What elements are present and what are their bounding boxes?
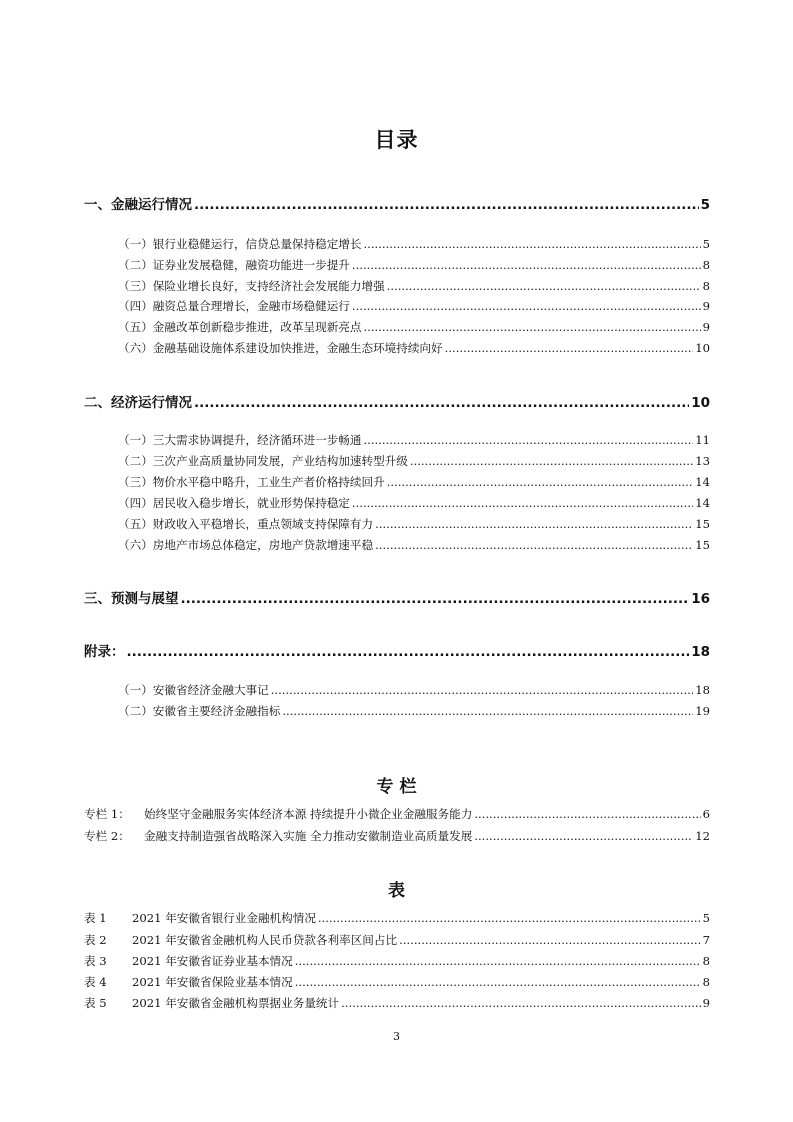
toc-page-number: 18 xyxy=(691,644,710,660)
column-entry[interactable] xyxy=(84,828,710,844)
toc-page-number: 12 xyxy=(695,829,710,843)
dot-leader xyxy=(387,279,701,293)
toc-page-number: 11 xyxy=(695,433,710,447)
toc-page-number: 10 xyxy=(695,341,710,355)
toc-page-number: 8 xyxy=(702,258,710,272)
toc-entry[interactable] xyxy=(118,495,710,511)
columns-title: 专 栏 xyxy=(376,777,417,797)
toc-page-number: 5 xyxy=(702,237,710,251)
toc-page-number: 8 xyxy=(702,279,710,293)
dot-leader xyxy=(295,954,701,968)
toc-page-number: 14 xyxy=(695,475,710,489)
table-label: 2021 年安徽省证券业基本情况 xyxy=(132,954,293,968)
toc-entry-label: （六）金融基础设施体系建设加快推进，金融生态环境持续向好 xyxy=(118,341,443,355)
toc-entry[interactable] xyxy=(118,682,710,698)
toc-chapter-label: 附录： xyxy=(84,644,125,660)
tables-title: 表 xyxy=(388,881,405,901)
toc-entry-label: （二）三次产业高质量协同发展，产业结构加速转型升级 xyxy=(118,454,408,468)
toc-page-number: 8 xyxy=(702,954,710,968)
toc-entry[interactable] xyxy=(118,516,710,532)
table-prefix: 表 2 xyxy=(84,933,107,947)
toc-entry-label: （三）保险业增长良好，支持经济社会发展能力增强 xyxy=(118,279,385,293)
toc-page-number: 10 xyxy=(691,395,710,411)
toc-chapter-3[interactable] xyxy=(84,587,710,607)
dot-leader xyxy=(295,975,701,989)
toc-page-number: 8 xyxy=(702,975,710,989)
column-entry[interactable] xyxy=(84,806,710,822)
table-label: 2021 年安徽省金融机构票据业务量统计 xyxy=(132,996,340,1010)
dot-leader xyxy=(352,496,693,510)
toc-page-number: 14 xyxy=(695,496,710,510)
toc-page-number: 5 xyxy=(700,197,710,213)
dot-leader xyxy=(341,996,701,1010)
toc-chapter-2[interactable] xyxy=(84,391,710,411)
dot-leader xyxy=(363,433,693,447)
toc-entry[interactable] xyxy=(118,703,710,719)
column-label: 始终坚守金融服务实体经济本源 持续提升小微企业金融服务能力 xyxy=(144,807,473,821)
toc-entry-label: （二）证券业发展稳健，融资功能进一步提升 xyxy=(118,258,350,272)
toc-page-number: 13 xyxy=(695,454,710,468)
dot-leader xyxy=(271,683,694,697)
toc-entry-label: （四）融资总量合理增长，金融市场稳健运行 xyxy=(118,299,350,313)
table-entry[interactable] xyxy=(84,910,710,926)
dot-leader xyxy=(445,341,694,355)
table-label: 2021 年安徽省金融机构人民币贷款各利率区间占比 xyxy=(132,933,398,947)
dot-leader xyxy=(127,644,690,660)
table-prefix: 表 1 xyxy=(84,911,107,925)
toc-entry-label: （六）房地产市场总体稳定，房地产贷款增速平稳 xyxy=(118,538,374,552)
toc-entry[interactable] xyxy=(118,278,710,294)
toc-page-number: 9 xyxy=(702,320,710,334)
toc-entry[interactable] xyxy=(118,432,710,448)
table-entry[interactable] xyxy=(84,953,710,969)
dot-leader xyxy=(194,395,689,411)
toc-page-number: 15 xyxy=(695,517,710,531)
table-prefix: 表 3 xyxy=(84,954,107,968)
toc-entry-label: （四）居民收入稳步增长，就业形势保持稳定 xyxy=(118,496,350,510)
dot-leader xyxy=(318,911,701,925)
page-number: 3 xyxy=(393,1030,400,1043)
table-entry[interactable] xyxy=(84,974,710,990)
toc-page-number: 9 xyxy=(702,996,710,1010)
toc-entry-label: （一）银行业稳健运行，信贷总量保持稳定增长 xyxy=(118,237,362,251)
dot-leader xyxy=(352,299,701,313)
table-prefix: 表 4 xyxy=(84,975,107,989)
toc-entry[interactable] xyxy=(118,236,710,252)
toc-page-number: 16 xyxy=(691,591,710,607)
dot-leader xyxy=(474,829,693,843)
toc-page-number: 9 xyxy=(702,299,710,313)
toc-page-number: 18 xyxy=(695,683,710,697)
toc-entry[interactable] xyxy=(118,537,710,553)
dot-leader xyxy=(399,933,701,947)
toc-page-number: 6 xyxy=(702,807,710,821)
toc-page-number: 15 xyxy=(695,538,710,552)
dot-leader xyxy=(474,807,700,821)
toc-page-number: 7 xyxy=(702,933,710,947)
toc-entry[interactable] xyxy=(118,474,710,490)
dot-leader xyxy=(387,475,694,489)
dot-leader xyxy=(363,237,700,251)
toc-entry-label: （三）物价水平稳中略升，工业生产者价格持续回升 xyxy=(118,475,385,489)
toc-entry-label: （五）金融改革创新稳步推进，改革呈现新亮点 xyxy=(118,320,362,334)
table-entry[interactable] xyxy=(84,932,710,948)
dot-leader xyxy=(181,591,690,607)
toc-entry-label: （五）财政收入平稳增长，重点领域支持保障有力 xyxy=(118,517,374,531)
table-prefix: 表 5 xyxy=(84,996,107,1010)
dot-leader xyxy=(410,454,693,468)
toc-chapter-label: 一、金融运行情况 xyxy=(84,197,192,213)
dot-leader xyxy=(375,538,693,552)
toc-appendix[interactable] xyxy=(84,640,710,660)
toc-entry[interactable] xyxy=(118,298,710,314)
column-label: 金融支持制造强省战略深入实施 全力推动安徽制造业高质量发展 xyxy=(144,829,473,843)
dot-leader xyxy=(282,704,693,718)
toc-entry[interactable] xyxy=(118,340,710,356)
table-label: 2021 年安徽省保险业基本情况 xyxy=(132,975,293,989)
dot-leader xyxy=(375,517,693,531)
dot-leader xyxy=(352,258,701,272)
toc-chapter-1[interactable] xyxy=(84,193,710,213)
toc-chapter-label: 三、预测与展望 xyxy=(84,591,179,607)
toc-entry[interactable] xyxy=(118,319,710,335)
toc-entry-label: （一）安徽省经济金融大事记 xyxy=(118,683,269,697)
toc-entry-label: （二）安徽省主要经济金融指标 xyxy=(118,704,281,718)
table-label: 2021 年安徽省银行业金融机构情况 xyxy=(132,911,316,925)
toc-entry[interactable] xyxy=(118,257,710,273)
toc-chapter-label: 二、经济运行情况 xyxy=(84,395,192,411)
table-entry[interactable] xyxy=(84,995,710,1011)
dot-leader xyxy=(194,197,699,213)
toc-page-number: 5 xyxy=(702,911,710,925)
toc-entry-label: （一）三大需求协调提升，经济循环进一步畅通 xyxy=(118,433,362,447)
page-title: 目录 xyxy=(374,128,419,152)
column-prefix: 专栏 1： xyxy=(84,807,130,821)
dot-leader xyxy=(363,320,700,334)
toc-page-number: 19 xyxy=(695,704,710,718)
toc-entry[interactable] xyxy=(118,453,710,469)
column-prefix: 专栏 2： xyxy=(84,829,130,843)
